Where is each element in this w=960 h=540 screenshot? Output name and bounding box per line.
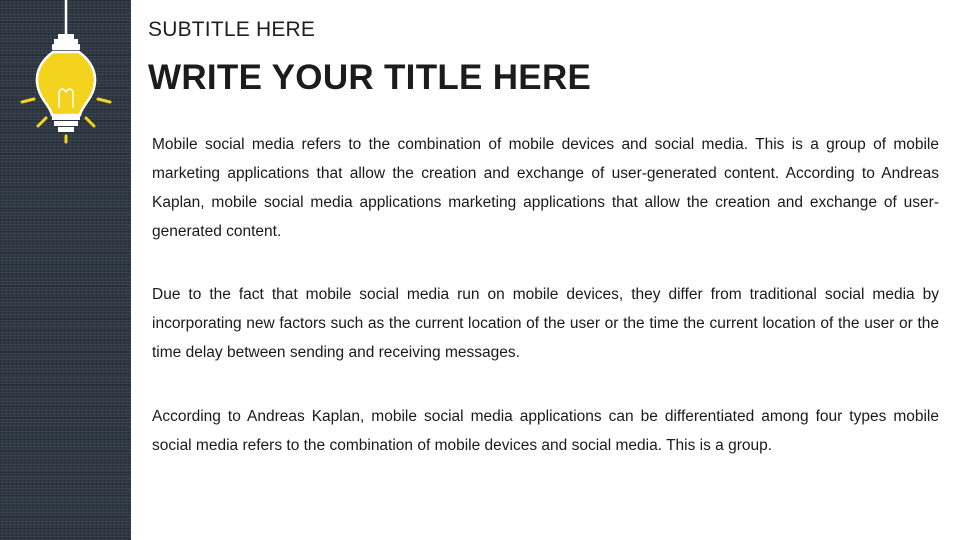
side-panel (0, 0, 131, 540)
subtitle: SUBTITLE HERE (148, 18, 316, 41)
body-paragraph-1: Mobile social media refers to the combination of mobile devices and social media. This is a group of mobile marketing applications that allow the creation and exchange of user-generated content. According to Andreas Kaplan, mobile social media applications marketing applications that allow the creation and exchange of user-generated content. (152, 136, 939, 240)
page-title: WRITE YOUR TITLE HERE (148, 58, 592, 97)
body-paragraph-3: According to Andreas Kaplan, mobile social media applications can be differentiated among four types mobile social media refers to the combination of mobile devices and social media. This is a group. (152, 408, 939, 454)
lightbulb-icon (18, 0, 118, 145)
body-paragraph-2: Due to the fact that mobile social media run on mobile devices, they differ from traditional social media by incorporating new factors such as the current location of the user or the time the current location of the user or the time delay between sending and receiving messages. (152, 286, 939, 361)
